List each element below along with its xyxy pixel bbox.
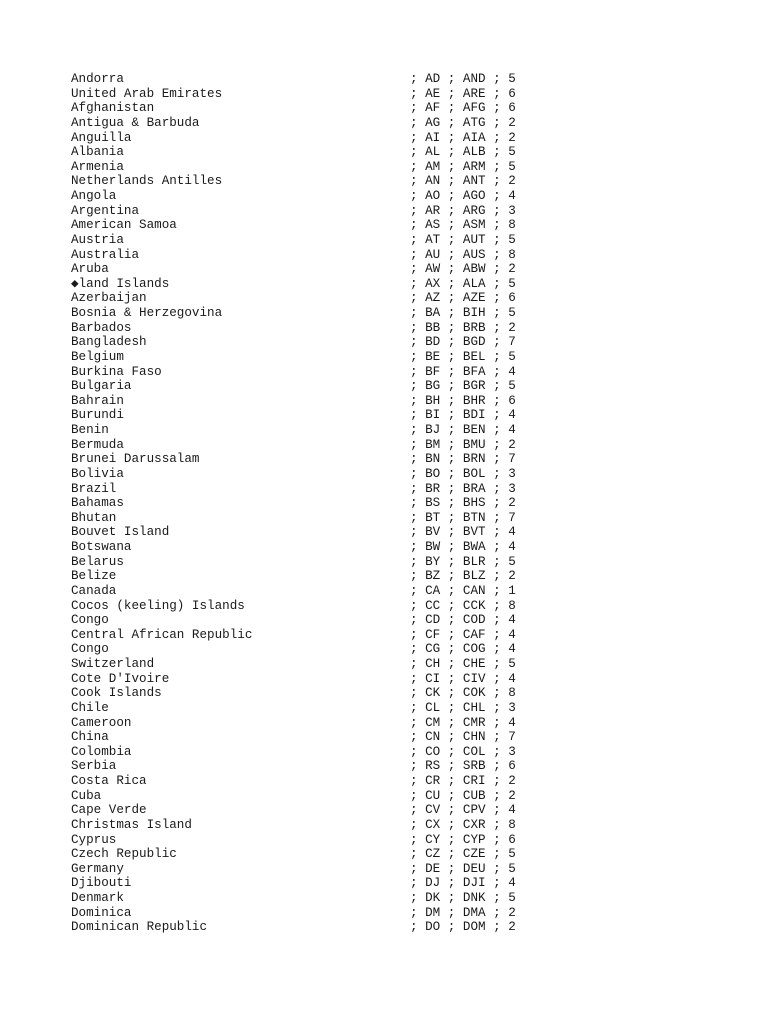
country-codes: ; DO ; DOM ; 2 [410,920,516,935]
list-item [71,160,731,175]
country-codes: ; CK ; COK ; 8 [410,686,516,701]
country-codes: ; BJ ; BEN ; 4 [410,423,516,437]
list-item [71,540,731,555]
country-name: Czech Republic [71,847,177,862]
country-name: Cote D'Ivoire [71,671,170,686]
list-item [71,101,731,116]
country-name: Djibouti [71,876,132,891]
country-name: Albania [71,145,124,160]
country-codes: ; DJ ; DJI ; 4 [410,876,516,891]
country-codes: ; AM ; ARM ; 5 [410,159,516,174]
country-name: Cocos (keeling) Islands [71,598,245,613]
country-codes: ; CA ; CAN ; 1 [410,583,516,598]
country-codes: ; BV ; BVT ; 4 [410,525,516,540]
country-name: Bolivia [71,466,124,481]
country-name: Belgium [71,349,124,364]
country-codes: ; AX ; ALA ; 5 [410,276,516,291]
country-name: Brazil [71,481,117,496]
country-codes: ; CM ; CMR ; 4 [410,715,516,730]
country-codes: ; AI ; AIA ; 2 [410,130,516,145]
list-item [71,233,731,248]
list-item [71,599,731,614]
list-item [71,862,731,877]
list-item [71,467,731,482]
country-name: Austria [71,232,124,247]
country-codes: ; AE ; ARE ; 6 [410,86,516,101]
list-item [71,189,731,204]
country-codes: ; CF ; CAF ; 4 [410,627,516,642]
country-codes: ; BI ; BDI ; 4 [410,408,516,423]
list-item [71,701,731,716]
list-item [71,716,731,731]
country-codes: ; BH ; BHR ; 6 [410,393,516,408]
list-item [71,642,731,657]
country-codes: ; AG ; ATG ; 2 [410,115,516,130]
country-codes: ; BT ; BTN ; 7 [410,510,516,525]
country-codes: ; CH ; CHE ; 5 [410,657,516,671]
country-name: Bahamas [71,496,124,511]
country-name: Central African Republic [71,627,253,642]
list-item [71,438,731,453]
country-codes: ; CN ; CHN ; 7 [410,730,516,745]
country-codes: ; AL ; ALB ; 5 [410,145,516,160]
country-codes: ; AO ; AGO ; 4 [410,189,516,203]
country-codes: ; AT ; AUT ; 5 [410,232,516,247]
country-name: Colombia [71,744,132,759]
country-codes: ; AN ; ANT ; 2 [410,174,516,189]
country-name: Bulgaria [71,379,132,394]
list-item [71,262,731,277]
country-name: American Samoa [71,218,177,233]
country-codes: ; DM ; DMA ; 2 [410,905,516,920]
country-name: Cameroon [71,715,132,730]
country-codes: ; CR ; CRI ; 2 [410,774,516,788]
list-item [71,686,731,701]
country-name: Azerbaijan [71,291,147,306]
country-name: Congo [71,642,109,657]
country-name: Bermuda [71,437,124,452]
list-item [71,277,731,292]
country-name: China [71,730,109,745]
country-codes: ; BN ; BRN ; 7 [410,452,516,467]
country-name: Afghanistan [71,101,155,116]
list-item [71,657,731,672]
list-item [71,335,731,350]
country-codes: ; AR ; ARG ; 3 [410,203,516,218]
list-item [71,803,731,818]
list-item [71,511,731,526]
list-item [71,584,731,599]
country-codes: ; BF ; BFA ; 4 [410,364,516,379]
country-name: Burundi [71,408,124,423]
list-item [71,833,731,848]
list-item [71,730,731,745]
country-name: Costa Rica [71,774,147,788]
list-item [71,131,731,146]
country-name: Serbia [71,759,117,774]
country-codes: ; BB ; BRB ; 2 [410,320,516,335]
list-item [71,555,731,570]
country-codes: ; CI ; CIV ; 4 [410,671,516,686]
country-name: Bouvet Island [71,525,170,540]
country-name: Netherlands Antilles [71,174,223,189]
list-item [71,525,731,540]
list-item [71,321,731,336]
country-codes: ; CC ; CCK ; 8 [410,598,516,613]
list-item [71,408,731,423]
list-item [71,789,731,804]
list-item [71,496,731,511]
list-item [71,306,731,321]
country-codes: ; BO ; BOL ; 3 [410,466,516,481]
list-item [71,116,731,131]
country-codes: ; CL ; CHL ; 3 [410,700,516,715]
country-name: Denmark [71,891,124,905]
country-codes: ; CY ; CYP ; 6 [410,832,516,847]
country-codes: ; AD ; AND ; 5 [410,72,516,86]
country-code-list [71,72,731,935]
country-name: Christmas Island [71,817,192,832]
country-name: Cuba [71,788,102,803]
country-codes: ; BW ; BWA ; 4 [410,540,516,554]
country-codes: ; BM ; BMU ; 2 [410,437,516,452]
list-item [71,72,731,87]
list-item [71,906,731,921]
list-item [71,248,731,263]
list-item [71,452,731,467]
country-codes: ; BG ; BGR ; 5 [410,379,516,394]
country-codes: ; BA ; BIH ; 5 [410,306,516,320]
country-codes: ; AU ; AUS ; 8 [410,247,516,262]
list-item [71,569,731,584]
list-item [71,891,731,906]
country-name: Botswana [71,540,132,554]
list-item [71,745,731,760]
country-codes: ; BR ; BRA ; 3 [410,481,516,496]
country-name: ◆land Islands [71,276,170,291]
country-name: Cook Islands [71,686,162,701]
country-codes: ; CV ; CPV ; 4 [410,803,516,818]
list-item [71,350,731,365]
country-name: Canada [71,583,117,598]
country-name: Benin [71,423,109,437]
country-codes: ; BZ ; BLZ ; 2 [410,569,516,584]
list-item [71,379,731,394]
country-name: Chile [71,700,109,715]
country-codes: ; BS ; BHS ; 2 [410,496,516,511]
list-item [71,759,731,774]
country-name: Andorra [71,72,124,86]
list-item [71,613,731,628]
country-name: Cape Verde [71,803,147,818]
list-item [71,218,731,233]
country-codes: ; DK ; DNK ; 5 [410,891,516,905]
country-name: United Arab Emirates [71,86,223,101]
country-codes: ; CZ ; CZE ; 5 [410,847,516,862]
country-name: Cyprus [71,832,117,847]
list-item [71,394,731,409]
country-name: Bangladesh [71,335,147,350]
country-codes: ; BD ; BGD ; 7 [410,335,516,350]
country-name: Germany [71,861,124,876]
list-item [71,876,731,891]
list-item [71,774,731,789]
country-codes: ; BE ; BEL ; 5 [410,349,516,364]
list-item [71,365,731,380]
list-item [71,423,731,438]
country-name: Argentina [71,203,140,218]
list-item [71,145,731,160]
list-item [71,628,731,643]
country-name: Congo [71,613,109,628]
country-name: Dominica [71,905,132,920]
list-item [71,174,731,189]
country-name: Switzerland [71,657,155,671]
list-item [71,847,731,862]
list-item [71,291,731,306]
country-name: Bosnia & Herzegovina [71,306,223,320]
country-name: Brunei Darussalam [71,452,200,467]
country-name: Bhutan [71,510,117,525]
list-item [71,87,731,102]
country-codes: ; CU ; CUB ; 2 [410,788,516,803]
list-item [71,920,731,935]
country-codes: ; AS ; ASM ; 8 [410,218,516,233]
list-item [71,204,731,219]
country-codes: ; CD ; COD ; 4 [410,613,516,628]
country-name: Dominican Republic [71,920,208,935]
country-codes: ; DE ; DEU ; 5 [410,861,516,876]
country-codes: ; AF ; AFG ; 6 [410,101,516,116]
country-codes: ; AW ; ABW ; 2 [410,262,516,277]
list-item [71,818,731,833]
country-name: Australia [71,247,140,262]
country-name: Anguilla [71,130,132,145]
country-codes: ; CG ; COG ; 4 [410,642,516,657]
country-codes: ; CO ; COL ; 3 [410,744,516,759]
country-name: Belarus [71,554,124,569]
country-name: Bahrain [71,393,124,408]
country-name: Aruba [71,262,109,277]
country-codes: ; AZ ; AZE ; 6 [410,291,516,306]
country-name: Burkina Faso [71,364,162,379]
country-name: Belize [71,569,117,584]
country-codes: ; BY ; BLR ; 5 [410,554,516,569]
list-item [71,482,731,497]
country-name: Barbados [71,320,132,335]
list-item [71,672,731,687]
country-codes: ; CX ; CXR ; 8 [410,817,516,832]
country-name: Antigua & Barbuda [71,115,200,130]
country-name: Angola [71,189,117,203]
country-name: Armenia [71,159,124,174]
country-codes: ; RS ; SRB ; 6 [410,759,516,774]
